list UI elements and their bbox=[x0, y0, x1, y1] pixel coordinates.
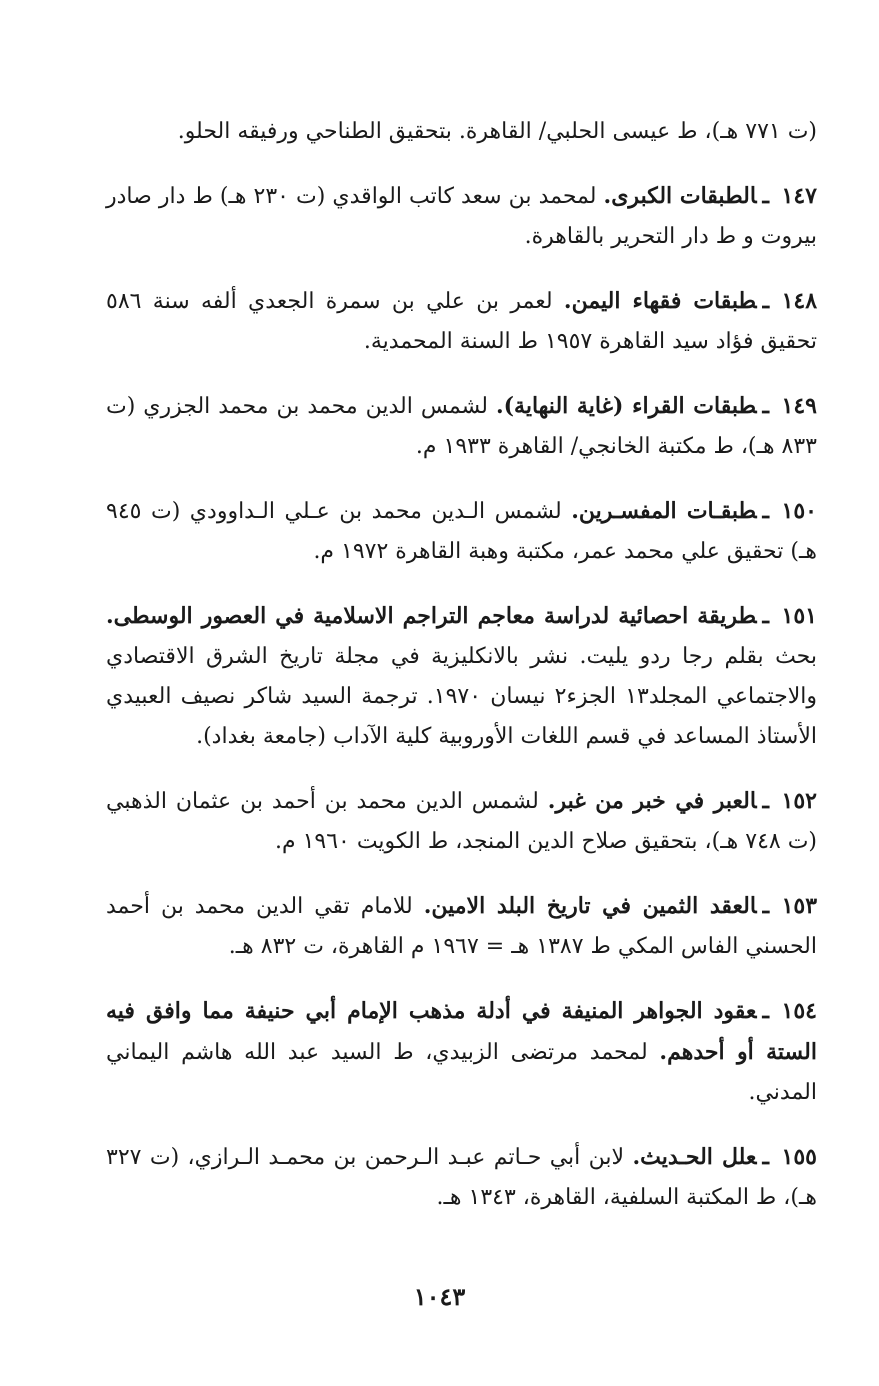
entry-text: لشمس الدين محمد بن أحمد بن عثمان الذهبي (ت ٧٤٨ هـ)، بتحقيق صلاح الدين المنجد، ط الكويت ١٩٦٠ م. bbox=[106, 789, 817, 854]
entry-number: ١٥٥ bbox=[781, 1144, 817, 1170]
bibliography-entry-154 bbox=[106, 991, 817, 1113]
bibliography-entry-149 bbox=[106, 386, 817, 467]
continuation-entry bbox=[106, 112, 817, 152]
entry-title: عقود الجواهر المنيفة في أدلة مذهب الإمام أبي حنيفة مما وافق فيه الستة أو أحدهم. bbox=[106, 998, 817, 1065]
entry-text: لابن أبي حـاتم عبـد الـرحمن بن محمـد الـرازي، (ت ٣٢٧ هـ)، ط المكتبة السلفية، القاهرة، ١٣٤٣ هـ. bbox=[106, 1145, 817, 1210]
entry-title: الطبقات الكبرى. bbox=[603, 183, 757, 209]
entry-text: للامام تقي الدين محمد بن أحمد الحسني الفاس المكي ط ١٣٨٧ هـ = ١٩٦٧ م القاهرة، ت ٨٣٢ هـ. bbox=[106, 894, 817, 959]
bibliography-entry-147 bbox=[106, 176, 817, 257]
entry-dash: ـ bbox=[762, 893, 770, 919]
entry-dash: ـ bbox=[762, 603, 769, 629]
continuation-text: (ت ٧٧١ هـ)، ط عيسى الحلبي/ القاهرة. بتحقيق الطناحي ورفيقه الحلو. bbox=[177, 119, 817, 144]
entry-dash: ـ bbox=[762, 788, 769, 814]
entry-text: لشمس الدين محمد بن محمد الجزري (ت ٨٣٣ هـ)، ط مكتبة الخانجي/ القاهرة ١٩٣٣ م. bbox=[106, 394, 817, 459]
entry-title: علل الحـديث. bbox=[632, 1144, 757, 1170]
entry-number: ١٥٤ bbox=[781, 998, 817, 1024]
page-number: ١٠٤٣ bbox=[413, 1282, 466, 1311]
entry-number: ١٤٧ bbox=[781, 183, 817, 209]
entry-text: لعمر بن علي بن سمرة الجعدي ألفه سنة ٥٨٦ تحقيق فؤاد سيد القاهرة ١٩٥٧ ط السنة المحمدية. bbox=[106, 289, 817, 354]
entry-title: طبقات القراء (غاية النهاية). bbox=[495, 393, 757, 419]
entry-title: العبر في خبر من غبر. bbox=[547, 788, 757, 814]
entry-dash: ـ bbox=[762, 393, 769, 419]
entry-number: ١٤٩ bbox=[781, 393, 817, 419]
bibliography-entry-153 bbox=[106, 886, 817, 967]
entry-text: لشمس الـدين محمد بن عـلي الـداوودي (ت ٩٤٥ هـ) تحقيق علي محمد عمر، مكتبة وهبة القاهرة ١٩٧٢ م. bbox=[106, 499, 817, 564]
entry-title: طبقات فقهاء اليمن. bbox=[563, 288, 757, 314]
bibliography-entry-155 bbox=[106, 1137, 817, 1218]
bibliography-entry-148 bbox=[106, 281, 817, 362]
entry-number: ١٥١ bbox=[781, 603, 817, 629]
entry-title: طبقـات المفسـرين. bbox=[571, 498, 757, 524]
entry-dash: ـ bbox=[762, 183, 769, 209]
entry-number: ١٥٣ bbox=[781, 893, 818, 919]
entry-dash: ـ bbox=[762, 998, 769, 1024]
entry-dash: ـ bbox=[762, 288, 770, 314]
entry-text: لمحمد بن سعد كاتب الواقدي (ت ٢٣٠ هـ) ط دار صادر بيروت و ط دار التحرير بالقاهرة. bbox=[106, 184, 817, 249]
bibliography-entry-151 bbox=[106, 596, 817, 757]
entry-title: العقد الثمين في تاريخ البلد الامين. bbox=[423, 893, 757, 919]
entry-dash: ـ bbox=[762, 498, 769, 524]
entry-text: بحث بقلم رجا ردو يليت. نشر بالانكليزية في مجلة تاريخ الشرق الاقتصادي والاجتماعي المجلد١٣ الجزء٢ نيسان ١٩٧٠. ترجمة السيد شاكر نصيف العبيدي الأستاذ المساعد في قسم اللغات الأوروبية كلية الآداب (جامعة بغداد). bbox=[106, 644, 818, 749]
bibliography-entry-150 bbox=[106, 491, 817, 572]
entry-text: لمحمد مرتضى الزبيدي، ط السيد عبد الله هاشم اليماني المدني. bbox=[106, 1040, 817, 1105]
entry-number: ١٥٠ bbox=[781, 498, 817, 524]
bibliography-entry-152 bbox=[106, 781, 817, 862]
entry-number: ١٥٢ bbox=[781, 788, 817, 814]
entry-number: ١٤٨ bbox=[781, 288, 818, 314]
entry-title: طريقة احصائية لدراسة معاجم التراجم الاسلامية في العصور الوسطى. bbox=[106, 603, 757, 629]
entry-dash: ـ bbox=[762, 1144, 769, 1170]
